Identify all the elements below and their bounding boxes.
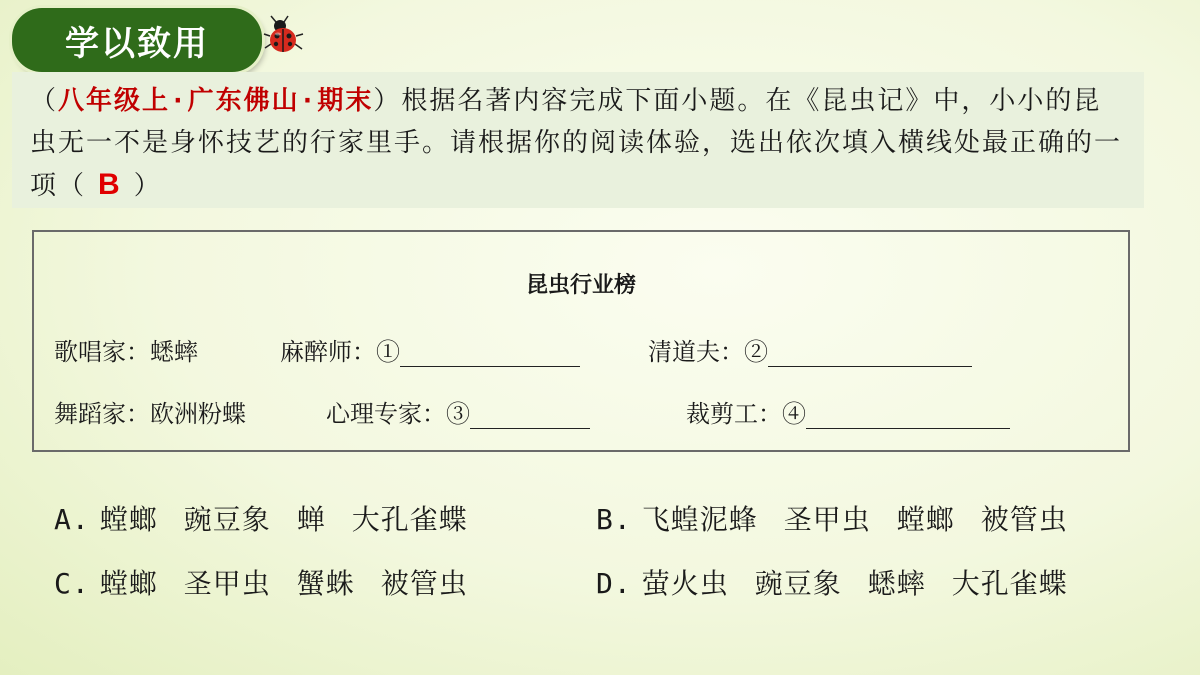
- option-a[interactable]: A. 螳螂 豌豆象 蝉 大孔雀蝶: [54, 503, 468, 536]
- cell-psychologist: 心理专家：③: [326, 394, 590, 429]
- ladybug-icon: [262, 14, 306, 58]
- section-badge: [12, 8, 262, 72]
- question-text: [12, 72, 1144, 208]
- blank-2: [768, 340, 972, 367]
- option-b[interactable]: B. 飞蝗泥蜂 圣甲虫 螳螂 被管虫: [596, 503, 1068, 536]
- option-d[interactable]: D. 萤火虫 豌豆象 蟋蟀 大孔雀蝶: [596, 567, 1068, 600]
- blank-4: [806, 402, 1010, 429]
- end-paren: ）: [133, 171, 162, 201]
- option-c[interactable]: C. 螳螂 圣甲虫 蟹蛛 被管虫: [54, 567, 468, 600]
- cell-tailor: 裁剪工：④: [686, 394, 1010, 429]
- cell-dancer: 舞蹈家：欧洲粉蝶: [54, 400, 246, 428]
- close-paren: ）: [373, 86, 402, 116]
- cell-singer: 歌唱家：蟋蟀: [54, 338, 198, 366]
- insect-ranking-table: [32, 230, 1130, 452]
- question-body: 根据名著内容完成下面小题。在《昆虫记》中，小小的昆虫无一不是身怀技艺的行家里手。请根据你的阅读体验，选出依次填入横线处最正确的一项（: [30, 86, 1123, 201]
- section-badge-label: 学以致用: [65, 23, 209, 64]
- cell-anesthetist: 麻醉师：①: [280, 332, 580, 367]
- blank-1: [400, 340, 580, 367]
- open-paren: （: [30, 86, 59, 116]
- blank-3: [470, 402, 590, 429]
- answer-letter: B: [98, 168, 122, 201]
- question-source: 八年级上·广东佛山·期末: [58, 86, 374, 116]
- cell-cleaner: 清道夫：②: [648, 332, 972, 367]
- table-title: 昆虫行业榜: [525, 272, 636, 298]
